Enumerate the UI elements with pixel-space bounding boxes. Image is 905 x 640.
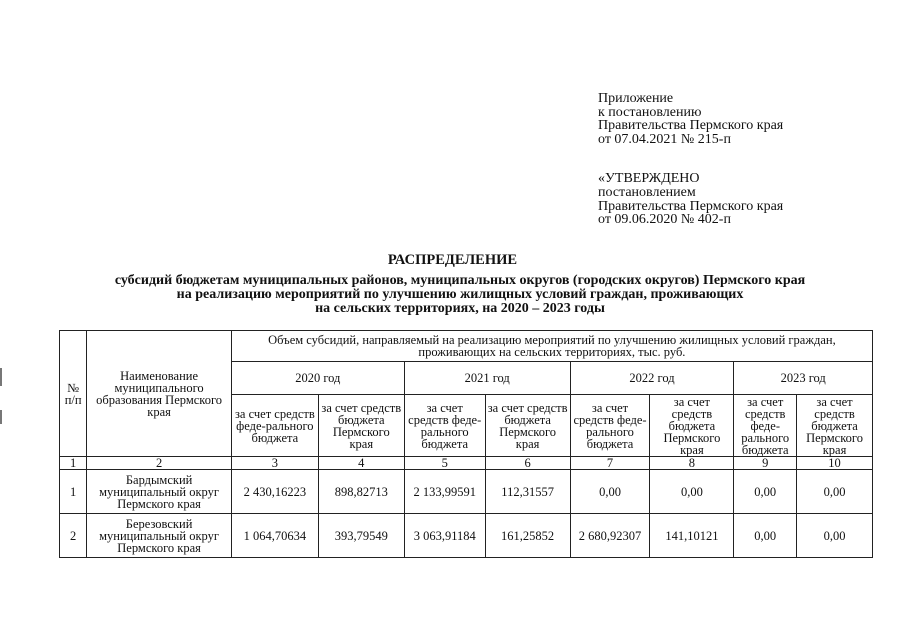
table-row <box>60 514 873 558</box>
column-number: 4 <box>318 457 404 470</box>
column-number: 9 <box>734 457 797 470</box>
row-value: 2 133,99591 <box>404 470 485 514</box>
column-number: 8 <box>650 457 734 470</box>
header-year-2020: 2020 год <box>231 362 404 395</box>
row-value: 161,25852 <box>485 514 570 558</box>
header-year-2021: 2021 год <box>404 362 570 395</box>
subtitle-line: субсидий бюджетам муниципальных районов, муниципальных округов (городских округов) Пермского края <box>114 273 806 288</box>
approved-line: «УТВЕРЖДЕНО <box>598 171 700 187</box>
header-municipality: Наименование муниципального образования Пермского края <box>87 331 232 457</box>
document-title: РАСПРЕДЕЛЕНИЕ <box>387 252 518 268</box>
column-number: 10 <box>797 457 873 470</box>
header-subsidy-volume: Объем субсидий, направляемый на реализацию мероприятий по улучшению жилищных условий граждан, проживающих на сельских территориях, тыс. руб. <box>231 331 872 362</box>
scan-mark <box>0 368 2 386</box>
row-value: 393,79549 <box>318 514 404 558</box>
distribution-table <box>59 330 873 558</box>
header-federal-2022: за счет средств феде-рального бюджета <box>570 395 650 457</box>
header-regional-2023: за счет средств бюджета Пермского края <box>797 395 873 457</box>
row-number: 2 <box>60 514 87 558</box>
appendix-reference <box>598 92 783 146</box>
row-value: 0,00 <box>797 514 873 558</box>
appendix-line: Правительства Пермского края <box>598 118 784 134</box>
row-value: 1 064,70634 <box>231 514 318 558</box>
column-number: 6 <box>485 457 570 470</box>
appendix-line: от 07.04.2021 № 215-п <box>598 131 731 147</box>
subtitle-line: на сельских территориях, на 2020 – 2023 годы <box>315 301 605 316</box>
row-value: 0,00 <box>734 514 797 558</box>
row-value: 2 680,92307 <box>570 514 650 558</box>
row-value: 0,00 <box>734 470 797 514</box>
header-regional-2021: за счет средств бюджета Пермского края <box>485 395 570 457</box>
header-federal-2020: за счет средств феде-рального бюджета <box>231 395 318 457</box>
row-value: 112,31557 <box>485 470 570 514</box>
header-year-2022: 2022 год <box>570 362 734 395</box>
column-number: 5 <box>404 457 485 470</box>
subtitle-line: на реализацию мероприятий по улучшению жилищных условий граждан, проживающих <box>176 287 744 302</box>
column-number: 7 <box>570 457 650 470</box>
approved-reference <box>598 172 783 226</box>
scan-mark <box>0 410 2 424</box>
row-value: 2 430,16223 <box>231 470 318 514</box>
header-federal-2021: за счет средств феде-рального бюджета <box>404 395 485 457</box>
row-municipality: Березовский муниципальный округ Пермского края <box>87 514 232 558</box>
header-regional-2022: за счет средств бюджета Пермского края <box>650 395 734 457</box>
row-municipality: Бардымский муниципальный округ Пермского края <box>87 470 232 514</box>
column-number: 3 <box>231 457 318 470</box>
header-year-2023: 2023 год <box>734 362 873 395</box>
header-regional-2020: за счет средств бюджета Пермского края <box>318 395 404 457</box>
row-value: 0,00 <box>797 470 873 514</box>
row-value: 141,10121 <box>650 514 734 558</box>
appendix-block <box>598 92 783 253</box>
approved-line: от 09.06.2020 № 402-п <box>598 212 731 228</box>
row-value: 0,00 <box>570 470 650 514</box>
row-value: 898,82713 <box>318 470 404 514</box>
row-value: 0,00 <box>650 470 734 514</box>
row-number: 1 <box>60 470 87 514</box>
approved-line: Правительства Пермского края <box>598 198 784 214</box>
column-number: 1 <box>60 457 87 470</box>
appendix-line: Приложение <box>598 91 674 106</box>
appendix-line: к постановлению <box>598 104 702 120</box>
table-row <box>60 470 873 514</box>
approved-line: постановлением <box>598 184 696 200</box>
header-number: № п/п <box>60 331 87 457</box>
row-value: 3 063,91184 <box>404 514 485 558</box>
document-subtitle <box>60 274 860 316</box>
header-federal-2023: за счет средств феде-рального бюджета <box>734 395 797 457</box>
column-number: 2 <box>87 457 232 470</box>
